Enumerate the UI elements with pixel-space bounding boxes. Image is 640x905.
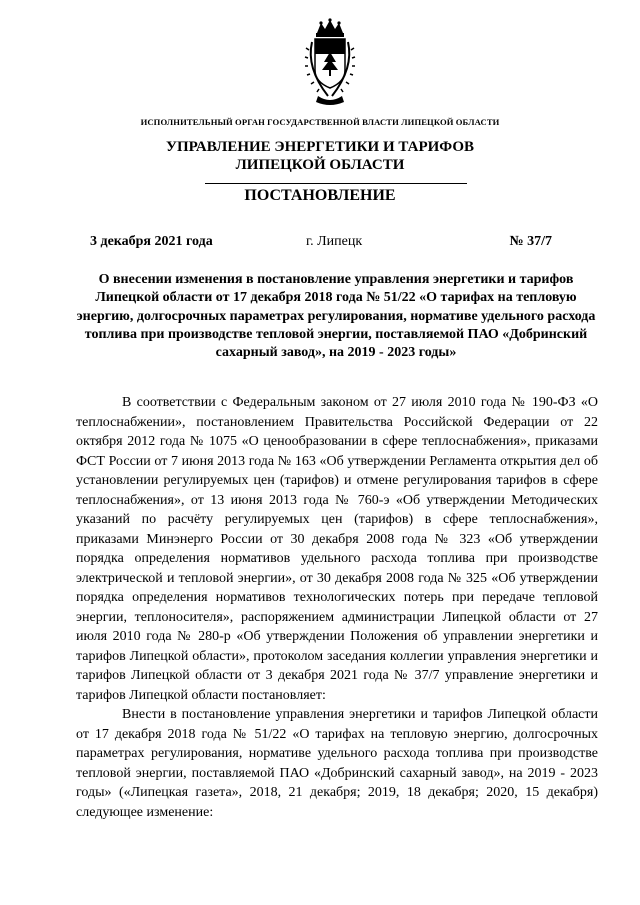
document-number: № 37/7 xyxy=(509,234,552,249)
authority-heading: ИСПОЛНИТЕЛЬНЫЙ ОРГАН ГОСУДАРСТВЕННОЙ ВЛАСТИ ЛИПЕЦКОЙ ОБЛАСТИ xyxy=(140,117,500,127)
agency-name-line2: ЛИПЕЦКОЙ ОБЛАСТИ xyxy=(235,157,405,173)
header-divider xyxy=(205,183,467,184)
document-title: О внесении изменения в постановление управления энергетики и тарифов Липецкой области от 17 декабря 2018 года № 51/22 «О тарифах на тепловую энергию, долгосрочных параметрах регулирования, нормативе удельного расхода топлива при производстве тепловой энергии, поставляемой ПАО «Добринский сахарный завод», на 2019 - 2023 годы» xyxy=(76,272,596,361)
document-body xyxy=(76,393,598,822)
document-date: 3 декабря 2021 года xyxy=(90,234,213,249)
agency-name-line1: УПРАВЛЕНИЕ ЭНЕРГЕТИКИ И ТАРИФОВ xyxy=(165,139,475,155)
body-paragraph: Внести в постановление управления энергетики и тарифов Липецкой области от 17 декабря 2018 года № 51/22 «О тарифах на тепловую энергию, долгосрочных параметрах регулирования, нормативе удельного расхода топлива при производстве тепловой энергии, поставляемой ПАО «Добринский сахарный завод», на 2019 - 2023 годы» («Липецкая газета», 2018, 21 декабря; 2019, 18 декабря; 2020, 15 декабря) следующее изменение: xyxy=(76,707,598,820)
agency-name xyxy=(0,138,640,174)
body-paragraph: В соответствии с Федеральным законом от 27 июля 2010 года № 190-ФЗ «О теплоснабжении», постановлением Правительства Российской Федерации от 22 октября 2012 года № 1075 «О ценообразовании в сфере теплоснабжения», приказами ФСТ России от 7 июня 2013 года № 163 «Об утверждении Регламента открытия дел об установлении регулируемых цен (тарифов) и отмене регулирования тарифов в сфере теплоснабжения», от 13 июня 2013 года № 760-э «Об утверждении Методических указаний по расчёту регулируемых цен (тарифов) в сфере теплоснабжения», приказами Минэнерго России от 30 декабря 2008 года № 323 «Об утверждении порядка определения нормативов удельного расхода топлива при производстве электрической и тепловой энергии», от 30 декабря 2008 года № 325 «Об утверждении порядка определения нормативов технологических потерь при передаче тепловой энергии, теплоносителя», распоряжением администрации Липецкой области от 27 июля 2010 года № 280-р «Об утверждении Положения об управлении энергетики и тарифов Липецкой области», протоколом заседания коллегии управления энергетики и тарифов Липецкой области от 3 декабря 2021 года № 37/7 управление энергетики и тарифов Липецкой области постановляет: xyxy=(76,395,598,703)
document-type: ПОСТАНОВЛЕНИЕ xyxy=(244,187,396,204)
document-city: г. Липецк xyxy=(306,234,363,249)
coat-of-arms-icon xyxy=(300,18,360,108)
